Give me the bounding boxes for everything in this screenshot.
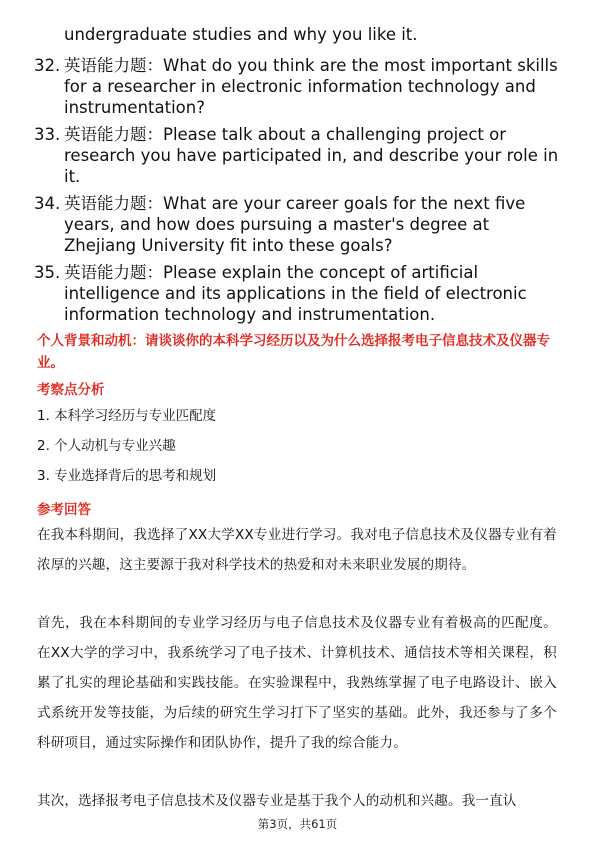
question-tag: 英语能力题：: [64, 125, 163, 144]
answer-section: [37, 330, 557, 816]
analysis-label: 考察点分析: [37, 382, 105, 398]
question-tag: 英语能力题：: [64, 56, 163, 75]
analysis-points: [37, 406, 557, 486]
answer-paragraph: 在我本科期间，我选择了XX大学XX专业进行学习。我对电子信息技术及仪器专业有着浓厚的兴趣，这主要源于我对科学技术的热爱和对未来职业发展的期待。: [37, 527, 557, 573]
question-text: Please talk about a challenging project or research you have participated in, and describe your role in it.: [64, 125, 559, 186]
answer-paragraph: 其次，选择报考电子信息技术及仪器专业是基于我个人的动机和兴趣。我一直认: [37, 793, 517, 809]
question-number: 32.: [34, 56, 61, 75]
question-item: [34, 262, 564, 325]
question-item: [34, 193, 564, 256]
question-text: What do you think are the most important skills for a researcher in electronic information technology and instrumentation?: [64, 56, 558, 117]
question-tag: 英语能力题：: [64, 194, 163, 213]
question-list: [34, 55, 564, 331]
question-number: 33.: [34, 125, 61, 144]
analysis-point: 3. 专业选择背后的思考和规划: [37, 468, 217, 484]
analysis-point: 1. 本科学习经历与专业匹配度: [37, 408, 217, 424]
question-text: Please explain the concept of artificial intelligence and its applications in the field of electronic information technology and instrumentation.: [64, 263, 527, 324]
reference-label: 参考回答: [37, 502, 91, 518]
question-text: What are your career goals for the next five years, and how does pursuing a master's degree at Zhejiang University fit into these goals?: [64, 194, 526, 255]
question-tag: 英语能力题：: [64, 263, 163, 282]
question-continuation: undergraduate studies and why you like it.: [64, 25, 418, 44]
question-number: 34.: [34, 194, 61, 213]
question-number: 35.: [34, 263, 61, 282]
answer-heading: 个人背景和动机：请谈谈你的本科学习经历以及为什么选择报考电子信息技术及仪器专业。: [37, 333, 550, 371]
page-footer: 第3页，共61页: [257, 817, 338, 831]
analysis-point: 2. 个人动机与专业兴趣: [37, 438, 176, 454]
question-item: [34, 55, 564, 118]
question-item: [34, 124, 564, 187]
answer-paragraph: 首先，我在本科期间的专业学习经历与电子信息技术及仪器专业有着极高的匹配度。在XX大学的学习中，我系统学习了电子技术、计算机技术、通信技术等相关课程，积累了扎实的理论基础和实践技能。在实验课程中，我熟练掌握了电子电路设计、嵌入式系统开发等技能，为后续的研究生学习打下了坚实的基础。此外，我还参与了多个科研项目，通过实际操作和团队协作，提升了我的综合能力。: [37, 615, 557, 751]
